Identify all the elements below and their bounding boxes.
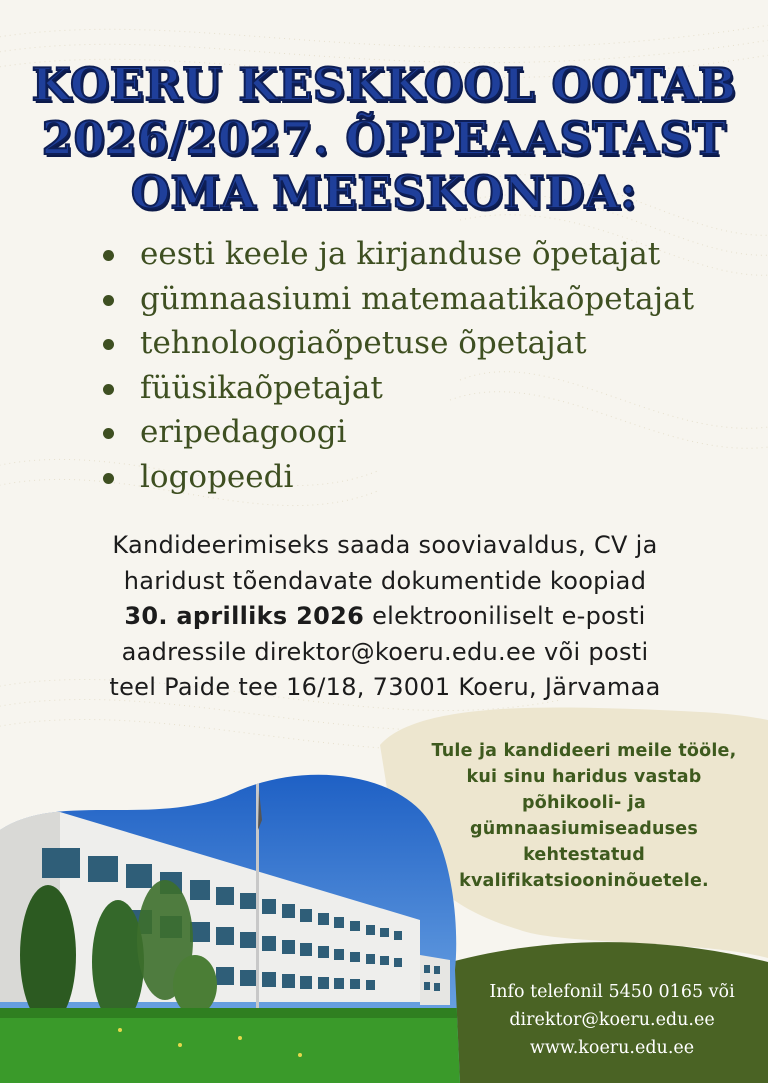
deadline: 30. aprilliks 2026 — [124, 602, 365, 630]
bullet-icon — [103, 473, 114, 484]
bullet-icon — [103, 339, 114, 350]
cta-line: gümnaasiumiseaduses — [470, 819, 698, 839]
cta-line: Tule ja kandideeri meile tööle, — [431, 741, 737, 761]
application-line-3 — [40, 599, 730, 635]
cta-line: kvalifikatsiooninõuetele. — [459, 871, 709, 891]
list-item — [100, 455, 694, 500]
headline-line-2: 2026/2027. ÕPPEAASTAST — [41, 112, 727, 165]
list-item — [100, 410, 694, 455]
position-label: eripedagoogi — [140, 414, 347, 450]
headline-line-1: KOERU KESKKOOL OOTAB — [31, 58, 737, 111]
cta-line: põhikooli- ja — [522, 793, 646, 813]
list-item — [100, 366, 694, 411]
application-instructions — [40, 528, 730, 706]
application-line-1: Kandideerimiseks saada sooviavaldus, CV ja — [112, 531, 658, 559]
position-label: füüsikaõpetajat — [140, 369, 383, 406]
application-line-4: aadressile direktor@koeru.edu.ee või posti — [121, 637, 649, 666]
contact-info — [462, 978, 762, 1062]
list-item — [100, 232, 694, 277]
headline-line-3: OMA MEESKONDA: — [130, 166, 638, 219]
bullet-icon — [103, 295, 114, 306]
position-label: gümnaasiumi matemaatikaõpetajat — [140, 280, 695, 317]
call-to-action — [404, 738, 764, 894]
application-line-3-rest: elektrooniliselt e-posti — [364, 602, 646, 630]
bullet-icon — [103, 384, 114, 395]
school-building-photo — [0, 770, 460, 1083]
cta-line: kui sinu haridus vastab — [466, 767, 702, 787]
contact-email: direktor@koeru.edu.ee — [509, 1010, 715, 1030]
bullet-icon — [103, 428, 114, 439]
positions-list — [100, 232, 694, 499]
contact-phone: Info telefonil 5450 0165 või — [489, 982, 735, 1002]
position-label: tehnoloogiaõpetuse õpetajat — [140, 325, 587, 361]
application-line-2: haridust tõendavate dokumentide koopiad — [123, 566, 647, 595]
list-item — [100, 277, 694, 322]
contact-website: www.koeru.edu.ee — [529, 1038, 695, 1058]
bullet-icon — [103, 250, 114, 261]
application-line-5: teel Paide tee 16/18, 73001 Koeru, Järvamaa — [109, 673, 661, 701]
cta-line: kehtestatud — [523, 845, 645, 865]
list-item — [100, 321, 694, 366]
position-label: eesti keele ja kirjanduse õpetajat — [140, 236, 661, 272]
headline — [0, 58, 768, 220]
position-label: logopeedi — [140, 458, 294, 495]
